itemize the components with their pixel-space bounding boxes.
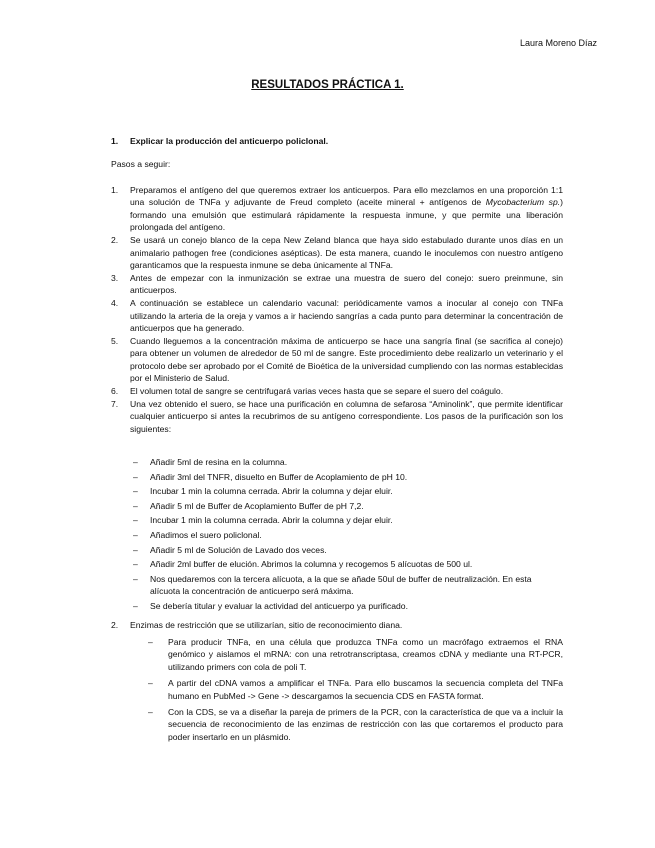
purification-step	[133, 600, 563, 612]
bullet-dash: –	[133, 559, 138, 570]
step-number: 4.	[111, 298, 119, 309]
bullet-dash: –	[148, 637, 153, 647]
bullet-dash: –	[133, 600, 138, 611]
step-number: 6.	[111, 386, 119, 396]
purification-step	[133, 485, 563, 497]
step-number: 3.	[111, 272, 119, 283]
purification-step	[133, 544, 563, 556]
purification-list	[133, 456, 563, 614]
step-item	[111, 335, 563, 385]
question-1	[111, 136, 328, 146]
question-2	[111, 620, 402, 630]
question-2-item	[148, 706, 563, 743]
step-text-part: El volumen total de sangre se centrifugará varias veces hasta que se separe el suero del coágulo.	[130, 386, 504, 396]
step-text-part: Una vez obtenido el suero, se hace una purificación en columna de sefarosa “Aminolink”, que permite identificar cualquier anticuerpo si antes la recubrimos de su antígeno correspondiente. Los pasos de la purificación son los siguientes:	[130, 398, 563, 434]
question-2-number: 2.	[111, 620, 119, 630]
purification-step	[133, 471, 563, 483]
question-2-item-text: Con la CDS, se va a diseñar la pareja de primers de la PCR, con la característica de que va a incluir la secuencia de reconocimiento de las enzimas de restricción con las que cortaremos el producto para poder insertarlo en un plásmido.	[168, 707, 563, 742]
author-name: Laura Moreno Díaz	[519, 38, 597, 48]
purification-step-text: Incubar 1 min la columna cerrada. Abrir la columna y dejar eluir.	[150, 486, 393, 497]
question-2-list	[148, 636, 563, 747]
step-text	[130, 184, 563, 234]
bullet-dash: –	[133, 515, 138, 526]
steps-label: Pasos a seguir:	[111, 159, 171, 169]
step-text	[130, 335, 563, 385]
bullet-dash: –	[133, 544, 138, 555]
purification-step-text: Añadir 2ml buffer de elución. Abrimos la columna y recogemos 5 alícuotas de 500 ul.	[150, 559, 473, 570]
purification-step-text: Nos quedaremos con la tercera alícuota, a la que se añade 50ul de buffer de neutralización. En esta alícuota la concentración de anticuerpo será máxima.	[150, 573, 532, 597]
question-2-text: Enzimas de restricción que se utilizarían, sitio de reconocimiento diana.	[130, 620, 403, 630]
step-text-part: A continuación se establece un calendario vacunal: periódicamente vamos a inocular al conejo con TNFa utilizando la arteria de la oreja y vamos a ir haciendo sangrías a cada punto para determinar la concentración de anticuerpos que ha generado.	[130, 298, 563, 333]
purification-step	[133, 456, 563, 468]
step-text-part: Cuando lleguemos a la concentración máxima de anticuerpo se hace una sangría final (se sacrifica al conejo) para obtener un volumen de alrededor de 50 ml de sangre. Este procedimiento debe realizarlo un veterinario y el protocolo debe ser aprobado por el Comité de Bioética de la universidad cumpliendo con las normas establecidas por el Ministerio de Salud.	[130, 335, 563, 384]
bullet-dash: –	[133, 500, 138, 511]
question-1-text: Explicar la producción del anticuerpo policlonal.	[130, 136, 329, 146]
step-number: 1.	[111, 185, 119, 195]
purification-step-text: Añadir 3ml del TNFR, disuelto en Buffer de Acoplamiento de pH 10.	[150, 471, 408, 482]
purification-step-text: Añadir 5 ml de Buffer de Acoplamiento Buffer de pH 7,2.	[150, 500, 364, 511]
purification-step-text: Se debería titular y evaluar la actividad del anticuerpo ya purificado.	[150, 600, 408, 611]
step-item	[111, 385, 563, 397]
species-name: Mycobacterium sp.	[485, 197, 561, 208]
page-title: RESULTADOS PRÁCTICA 1.	[251, 79, 404, 91]
question-1-number: 1.	[111, 136, 119, 146]
step-item	[111, 272, 563, 297]
purification-step	[133, 500, 563, 512]
step-item	[111, 398, 563, 435]
step-item	[111, 234, 563, 271]
step-number: 7.	[111, 398, 119, 409]
purification-step	[133, 514, 563, 526]
step-text	[130, 234, 563, 271]
step-text	[130, 272, 563, 297]
purification-step-text: Añadir 5ml de resina en la columna.	[150, 457, 288, 467]
step-text	[130, 297, 563, 334]
purification-step-text: Añadir 5 ml de Solución de Lavado dos veces.	[150, 544, 327, 555]
step-item	[111, 184, 563, 234]
question-2-item-text: A partir del cDNA vamos a amplificar el TNFa. Para ello buscamos la secuencia completa del TNFa humano en PubMed -> Gene -> descargamos la secuencia CDS en FASTA format.	[168, 678, 563, 701]
step-text-part: ) formando una emulsión que estimulará rápidamente la respuesta inmune, y que permite una liberación prolongada del antígeno.	[130, 197, 563, 233]
purification-step	[133, 558, 563, 570]
purification-step-text: Añadimos el suero policlonal.	[150, 529, 262, 540]
purification-step	[133, 573, 563, 598]
bullet-dash: –	[133, 573, 138, 584]
bullet-dash: –	[133, 486, 138, 497]
bullet-dash: –	[133, 529, 138, 540]
step-number: 2.	[111, 235, 119, 246]
step-text	[130, 398, 563, 435]
bullet-dash: –	[148, 678, 153, 689]
bullet-dash: –	[133, 457, 138, 467]
steps-list	[111, 184, 563, 436]
step-text-part: Antes de empezar con la inmunización se extrae una muestra de suero del conejo: suero preinmune, sin anticuerpos.	[130, 272, 563, 296]
step-item	[111, 297, 563, 334]
question-2-item-text: Para producir TNFa, en una célula que produzca TNFa como un macrófago extraemos el RNA genómico y aislamos el mRNA: con una retrotranscriptasa, creamos cDNA y mediante una RT-PCR, utilizando primers con cola de poli T.	[168, 637, 563, 672]
step-text-part: Preparamos el antígeno del que queremos extraer los anticuerpos. Para ello mezclamos en una proporción 1:1 una solución de TNFa y adjuvante de Freud completo (aceite mineral + antígenos de	[130, 185, 563, 208]
purification-step-text: Incubar 1 min la columna cerrada. Abrir la columna y dejar eluir.	[150, 515, 393, 526]
step-number: 5.	[111, 335, 119, 346]
bullet-dash: –	[133, 471, 138, 482]
purification-step	[133, 529, 563, 541]
bullet-dash: –	[148, 707, 153, 718]
question-2-item	[148, 677, 563, 702]
question-2-item	[148, 636, 563, 673]
step-text-part: Se usará un conejo blanco de la cepa New Zeland blanca que haya sido estabulado durante unos días en un animalario pathogen free (condiciones asépticas). De esta manera, cuando le inoculemos con nuestro antígeno garanticamos que la respuesta inmune se deba únicamente al TNFa.	[130, 235, 563, 270]
step-text	[130, 385, 563, 397]
